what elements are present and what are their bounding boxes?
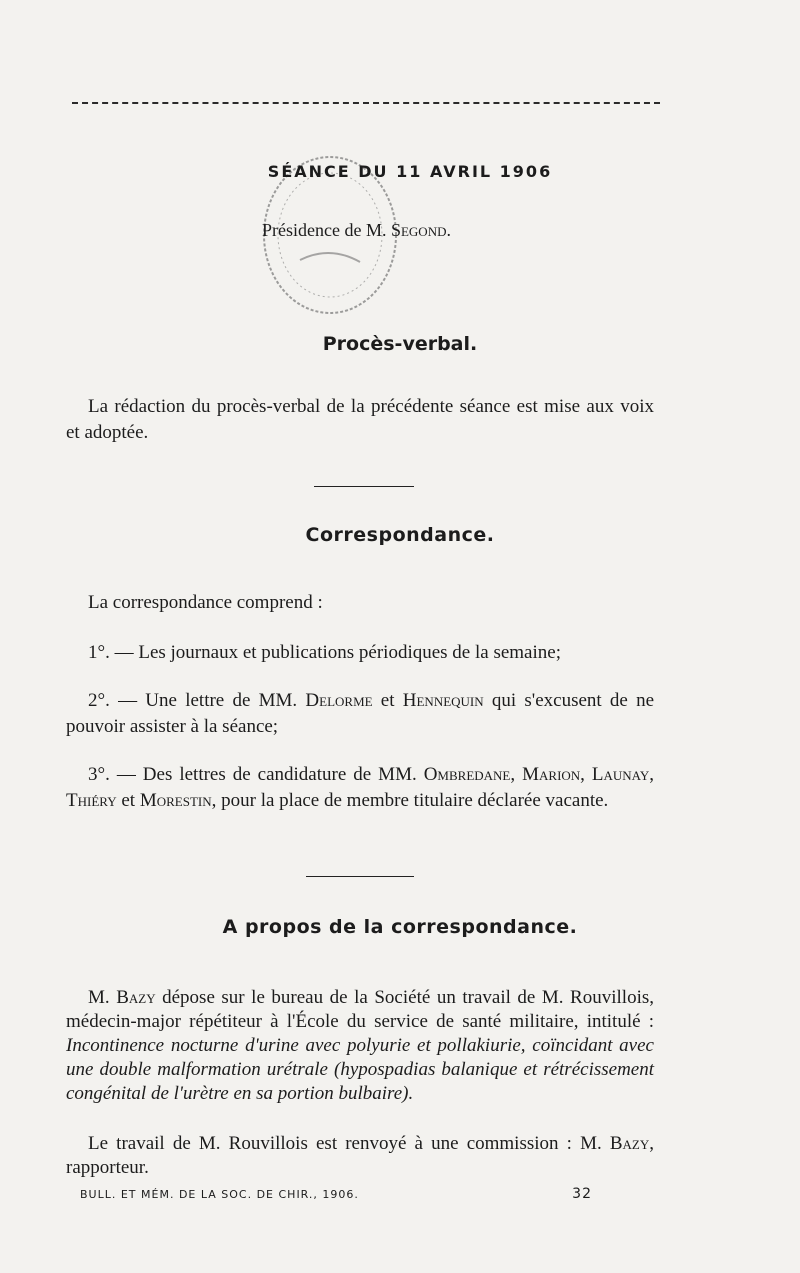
name-bazy: Bazy — [116, 987, 156, 1008]
item3-text-a: 3°. — Des lettres de candidature de MM. — [88, 764, 424, 785]
correspondance-item-2 — [66, 688, 654, 740]
page-number: 32 — [572, 1186, 592, 1202]
presidence-line — [262, 220, 451, 241]
item3-sep-4: et — [116, 790, 140, 811]
name-thiery: Thiéry — [66, 790, 117, 811]
correspondance-item-3 — [66, 762, 654, 814]
p2-text-a: Le travail de M. Rouvillois est renvoyé à une commission : M. — [88, 1133, 610, 1154]
apropos-heading: A propos de la correspondance. — [222, 916, 578, 938]
work-title: Incontinence nocturne d'urine avec polyurie et pollakiurie, coïncidant avec une double malformation urétrale (hypospadias balanique et rétrécissement congénital de l'urètre en sa portion bulbaire). — [66, 1035, 654, 1104]
top-rule — [72, 102, 660, 104]
journal-reference: BULL. ET MÉM. DE LA SOC. DE CHIR., 1906. — [80, 1188, 359, 1201]
p1-text-a: M. — [88, 987, 117, 1008]
name-marion: Marion — [522, 764, 581, 785]
proces-verbal-text: La rédaction du procès-verbal de la précédente séance est mise aux voix et adoptée. — [66, 396, 654, 443]
name-ombredane: Ombredane — [423, 764, 511, 785]
presidence-prefix: Présidence de M. — [262, 220, 391, 240]
item3-sep-2: , — [580, 764, 592, 785]
p2-text-b: , rapporteur. — [66, 1133, 654, 1178]
president-name: Segond. — [390, 220, 451, 240]
correspondance-heading: Correspondance. — [305, 524, 495, 546]
item2-text-b: et — [372, 690, 403, 711]
seance-title: SÉANCE DU 11 AVRIL 1906 — [267, 162, 553, 181]
item3-sep-3: , — [649, 764, 655, 785]
section-separator — [314, 486, 414, 487]
name-bazy: Bazy — [609, 1133, 650, 1154]
page-footer — [80, 1188, 600, 1201]
item2-text-a: 2°. — Une lettre de MM. — [88, 690, 306, 711]
proces-verbal-heading: Procès-verbal. — [322, 333, 478, 355]
p1-text-b: dépose sur le bureau de la Société un travail de M. Rouvillois, médecin-major répétiteur à l'École du service de santé militaire, intitulé : — [66, 987, 654, 1032]
item3-sep-1: , — [510, 764, 523, 785]
correspondance-item-1: 1°. — Les journaux et publications périodiques de la semaine; — [88, 642, 561, 663]
apropos-paragraph-1 — [66, 986, 654, 1106]
item3-text-b: , pour la place de membre titulaire déclarée vacante. — [211, 790, 609, 811]
name-morestin: Morestin — [139, 790, 212, 811]
name-delorme: Delorme — [305, 690, 373, 711]
name-hennequin: Hennequin — [402, 690, 484, 711]
section-separator — [306, 876, 414, 877]
correspondance-intro: La correspondance comprend : — [88, 592, 323, 613]
apropos-paragraph-2 — [66, 1132, 654, 1180]
item2-text-c: qui s'excusent de ne pouvoir assister à la séance; — [66, 690, 655, 737]
name-launay: Launay — [591, 764, 650, 785]
